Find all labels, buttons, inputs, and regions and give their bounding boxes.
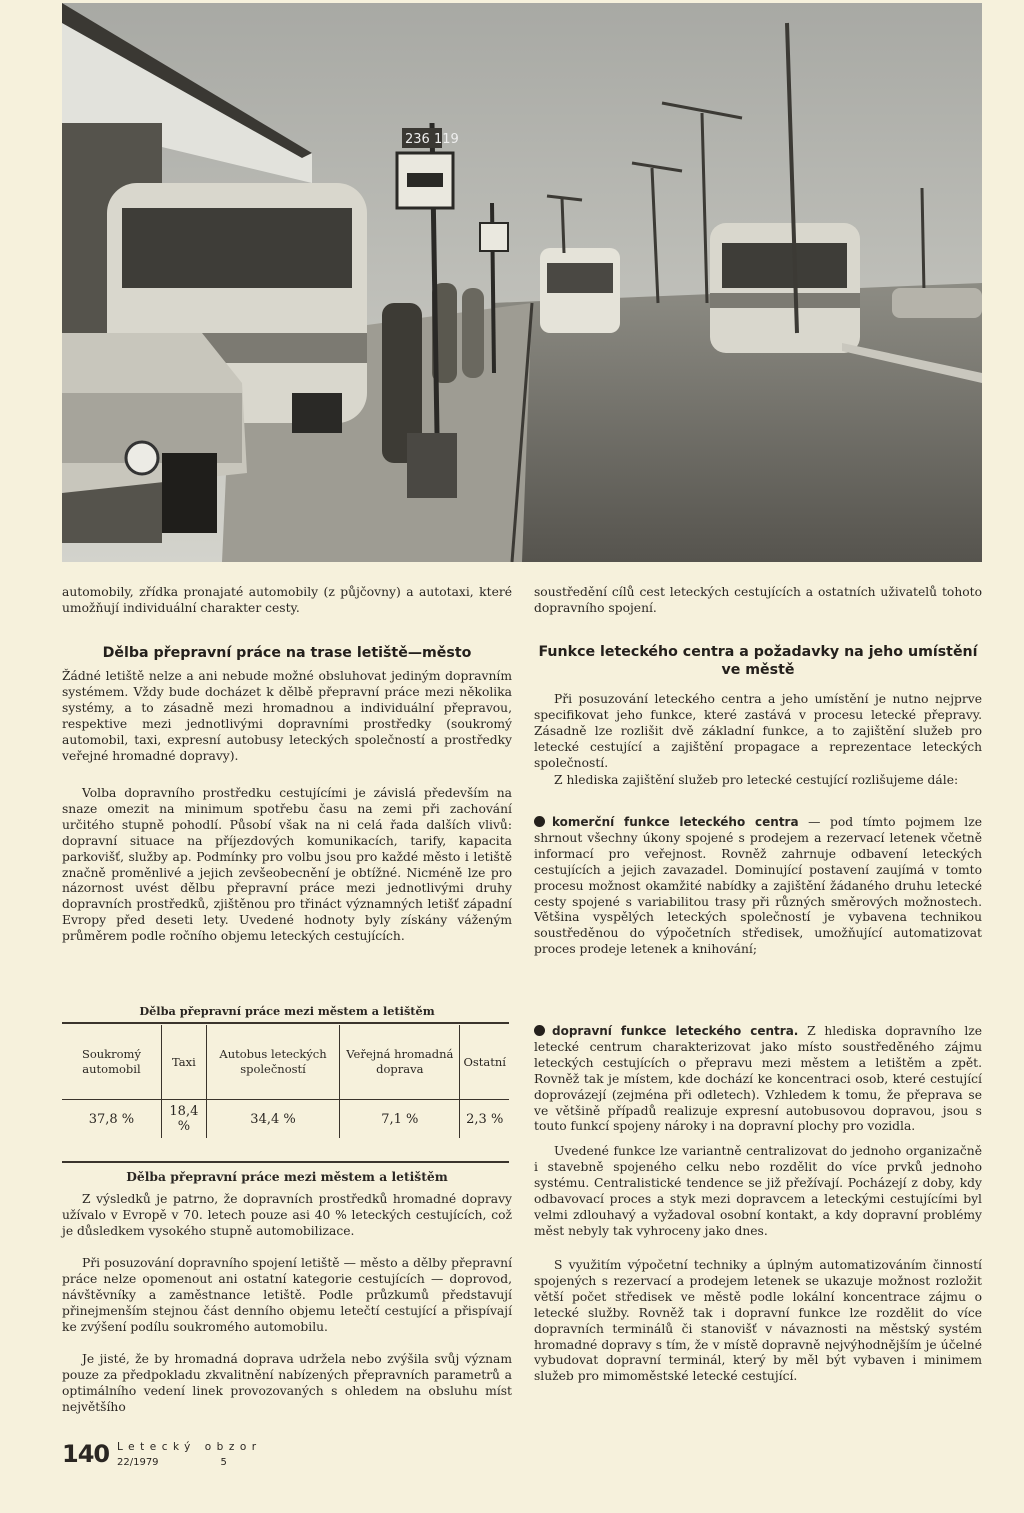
left-paragraph-2: Volba dopravního prostředku cestujícími je závislá především na snaze omezit na minimum spotřebu času na zemi při zachování určitého stupně pohodlí. Působí však na ni celá řada dalších vlivů: dopravní situace na příjezdových komunikacích, tarify, kapacita parkovišť, služby ap. Podmínky pro volbu jsou pro každé město i letiště značně proměnlivé a jejich zevšeobecnění je obtížné. Nicméně lze pro názornost uvést dělbu přepravní práce mezi jednotlivými druhy dopravních prostředků, zjištěnou pro třináct významných letišť západní Evropy před deseti lety. Uvedené hodnoty byly získány váženým průměrem podle ročního objemu leteckých cestujících. <box>62 786 512 944</box>
issue-label: 22/1979 <box>117 1457 159 1468</box>
left-paragraph-5: Je jisté, že by hromadná doprava udržela nebo zvýšila svůj význam pouze za předpokladu zkvalitnění nabízených přepravních parametrů a optimálního vedení linek provozovaných s ohledem na obsluhu míst největšího <box>62 1352 512 1414</box>
bullet-transport-function <box>534 1024 982 1135</box>
page-number: 140 <box>62 1440 110 1468</box>
table-top-rule <box>62 1022 509 1024</box>
right-paragraph-3: Uvedené funkce lze variantně centralizovat do jednoho organizačně i stavebně spojeného celku nebo rozdělit do více prvků jednoho systému. Centralistické tendence se již přežívají. Pocházejí z doby, kdy odbavovací proces a styk mezi dopravcem a leteckými cestujícími byl velmi zdlouhavý a vyžadoval osobní kontakt, a kdy dopravní problémy měst nebyly tak vyhroceny jako dnes. <box>534 1144 982 1238</box>
table-header-cell: Autobus leteckých společností <box>206 1025 339 1100</box>
table-caption: Dělba přepravní práce mezi městem a letištěm <box>139 1004 435 1018</box>
sign-number-label: 236 119 <box>405 132 459 147</box>
photo-illustration <box>62 3 982 562</box>
left-intro-text: automobily, zřídka pronajaté automobily (z půjčovny) a autotaxi, které umožňují individuální charakter cesty. <box>62 585 512 615</box>
right-paragraph-4: S využitím výpočetní techniky a úplným automatizováním činností spojených s rezervací a prodejem letenek se ukazuje možnost rozložit větší počet středisek ve městě podle lokální koncentrace zájmu o letecké služby. Rovněž tak i dopravní funkce lze rozdělit do více dopravních terminálů či stanovišť v návaznosti na městský systém hromadné dopravy s tím, že v místě dopravně nejvýhodnějším je účelné vybudovat dopravní terminál, který by měl být vybaven i minimem služeb pro mimoměstské letecké cestující. <box>534 1258 982 1384</box>
right-paragraph-1: Při posuzování leteckého centra a jeho umístění je nutno nejprve specifikovat jeho funkce, které zastává v procesu letecké přepravy. Zásadně lze rozlišit dvě základní funkce, a to zajištění služeb pro letecké cestující a zajištění propagace a reprezentace leteckých společností. <box>534 692 982 770</box>
bullet-icon <box>534 1025 545 1036</box>
left-paragraph-1: Žádné letiště nelze a ani nebude možné obsluhovat jediným dopravním systémem. Vždy bude docházet k dělbě přepravní práce mezi několika systémy, a to zásadně mezi hromadnou a individuální přepravou, respektive mezi jednotlivými dopravními prostředky (soukromý automobil, taxi, expresní autobusy leteckých společností a prostředky veřejné hromadné dopravy). <box>62 669 512 763</box>
bullet-text: — pod tímto pojmem lze shrnout všechny úkony spojené s prodejem a rezervací letenek včetně informací pro veřejnost. Rovněž zahrnuje odbavení leteckých cestujících a jejich zavazadel. Dominující postavení zaujímá v tomto procesu možnost okamžité nabídky a zajištění žádaného druhu letecké cesty spojené s variabilitou trasy při různých směrových možnostech. Většina vyspělých leteckých společností je vybavena technikou soustředěnou do výpočetních středisek, umožňující automatizovat proces prodeje letenek a knihování; <box>534 815 982 957</box>
table-header-cell: Soukromý automobil <box>62 1025 161 1100</box>
airport-bus-stop-photo <box>62 3 982 562</box>
bullet-icon <box>534 816 545 827</box>
section-heading-division: Dělba přepravní práce na trase letiště—město <box>102 645 472 661</box>
table-value-cell: 18,4 % <box>161 1100 206 1139</box>
table-value-cell: 37,8 % <box>88 1111 135 1127</box>
table-bottom-rule <box>62 1161 509 1163</box>
bullet-commercial-function <box>534 815 982 958</box>
table-value-cell: 34,4 % <box>206 1100 339 1139</box>
issue-number: 5 <box>220 1457 227 1468</box>
table-header-row <box>62 1025 509 1100</box>
left-paragraph-4: Při posuzování dopravního spojení letiště — město a dělby přepravní práce nelze opomenout ani ostatní kategorie cestujících — doprovod, návštěvníky a zaměstnance letiště. Podle průzkumů představují přinejmenším stejnou část denního objemu letečtí cestující a přispívají ke zvýšení podílu soukromého automobilu. <box>62 1256 512 1334</box>
table-header-cell: Veřejná hromadná doprava <box>340 1025 460 1100</box>
section-heading-center-functions: Funkce leteckého centra a požadavky na jeho umístění ve městě <box>538 644 978 678</box>
bullet-text: Z hlediska dopravního lze letecké centrum charakterizovat jako místo soustředěného zájmu leteckých cestujících o přepravu mezi městem a letištěm a zpět. Rovněž tak je místem, kde dochází ke koncentraci osob, které cestující doprovázejí (zejména při odletech). Vzhledem k tomu, že přeprava se ve většině případů realizuje expresní autobusovou dopravou, jsou s touto funkcí spojeny nároky i na dopravní plochy pro vozidla. <box>534 1024 983 1134</box>
issue-info <box>117 1457 227 1468</box>
right-paragraph-2: Z hlediska zajištění služeb pro letecké cestující rozlišujeme dále: <box>554 773 959 787</box>
section-heading-results: Dělba přepravní práce mezi městem a letištěm <box>126 1169 448 1184</box>
bullet-title: komerční funkce leteckého centra <box>552 815 799 829</box>
magazine-title: Letecký obzor <box>117 1441 262 1453</box>
table-header-cell: Ostatní <box>460 1025 509 1100</box>
table-header-cell: Taxi <box>161 1025 206 1100</box>
table-value-cell: 2,3 % <box>460 1100 509 1139</box>
table-value-row <box>62 1100 509 1139</box>
right-intro-text: soustředění cílů cest leteckých cestujících a ostatních uživatelů tohoto dopravního spojení. <box>534 585 982 615</box>
table-value-cell: 7,1 % <box>340 1100 460 1139</box>
transport-share-table <box>62 1025 509 1138</box>
left-paragraph-3: Z výsledků je patrno, že dopravních prostředků hromadné dopravy užívalo v Evropě v 70. letech pouze asi 40 % leteckých cestujících, což je důsledkem vysokého stupně automobilizace. <box>62 1192 512 1238</box>
bullet-title: dopravní funkce leteckého centra. <box>552 1024 799 1038</box>
